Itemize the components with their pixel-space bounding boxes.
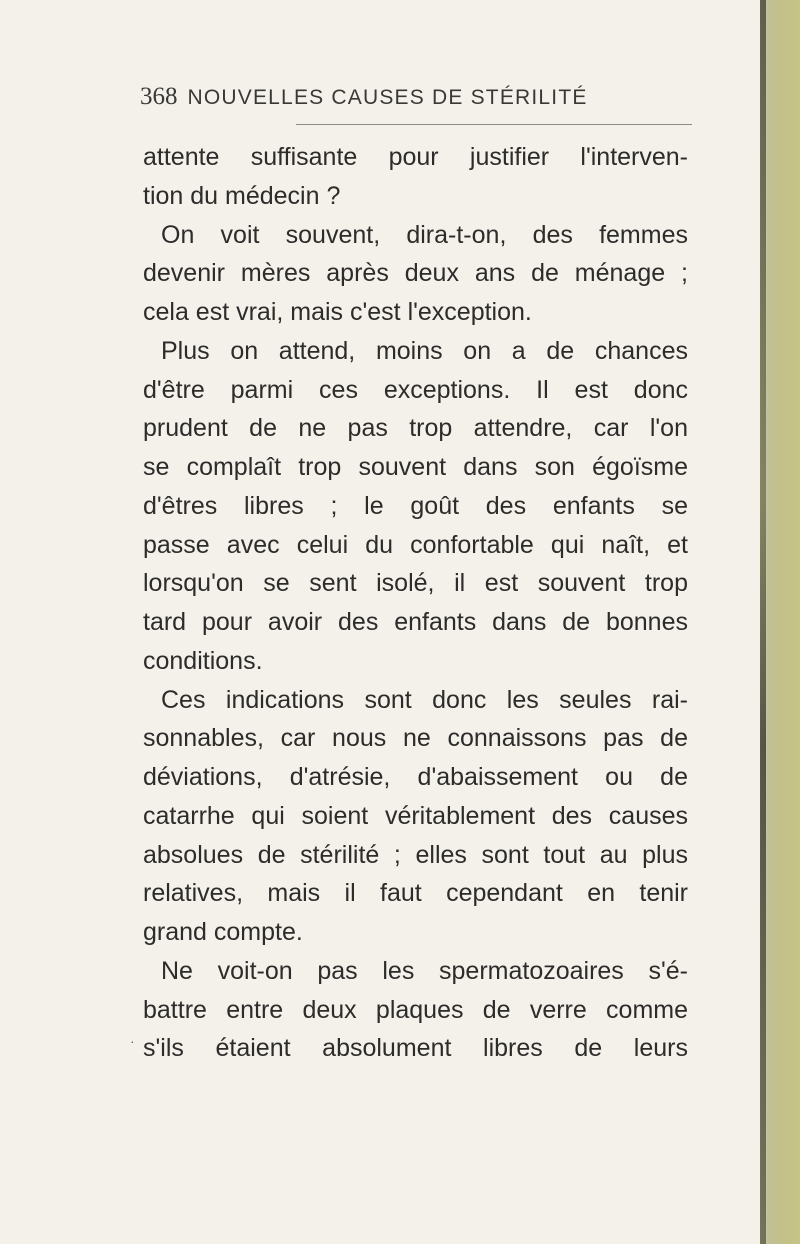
text-line: devenir mères après deux ans de ménage ; <box>143 259 688 288</box>
text-line: prudent de ne pas trop attendre, car l'on <box>143 414 688 443</box>
text-line: déviations, d'atrésie, d'abaissement ou de <box>143 763 688 791</box>
binding-edge <box>760 0 766 1244</box>
text-line: battre entre deux plaques de verre comme <box>143 995 688 1024</box>
header-rule <box>296 124 692 125</box>
text-line: sonnables, car nous ne connaissons pas de <box>143 724 688 753</box>
text-line: d'être parmi ces exceptions. Il est donc <box>143 375 688 404</box>
text-line: Ne voit-on pas les spermatozoaires s'é- <box>161 956 688 985</box>
page-edge-shadow <box>760 0 800 1244</box>
text-line: passe avec celui du confortable qui naît, et <box>143 530 688 559</box>
text-line: se complaît trop souvent dans son égoïsme <box>143 453 688 481</box>
text-line: s'ils étaient absolument libres de leurs <box>143 1034 688 1063</box>
text-line: On voit souvent, dira-t-on, des femmes <box>161 220 688 249</box>
text-line: attente suffisante pour justifier l'interven- <box>143 143 688 171</box>
text-line: cela est vrai, mais c'est l'exception. <box>143 298 532 326</box>
text-line: relatives, mais il faut cependant en tenir <box>143 879 688 908</box>
margin-mark: · <box>130 1033 135 1049</box>
text-line: lorsqu'on se sent isolé, il est souvent trop <box>143 569 688 598</box>
text-line: grand compte. <box>143 918 303 946</box>
text-line: absolues de stérilité ; elles sont tout au plus <box>143 840 688 869</box>
text-line: conditions. <box>143 646 263 675</box>
page-header <box>140 83 588 111</box>
text-line: tard pour avoir des enfants dans de bonnes <box>143 608 688 636</box>
text-line: d'êtres libres ; le goût des enfants se <box>143 491 688 520</box>
running-title: NOUVELLES CAUSES DE STÉRILITÉ <box>187 86 588 109</box>
body-text <box>143 138 688 1068</box>
text-line: catarrhe qui soient véritablement des causes <box>143 801 688 830</box>
page-number: 368 <box>140 83 178 110</box>
text-line: Ces indications sont donc les seules rai- <box>161 685 688 714</box>
text-line: tion du médecin ? <box>143 181 341 210</box>
text-line: Plus on attend, moins on a de chances <box>161 336 688 365</box>
